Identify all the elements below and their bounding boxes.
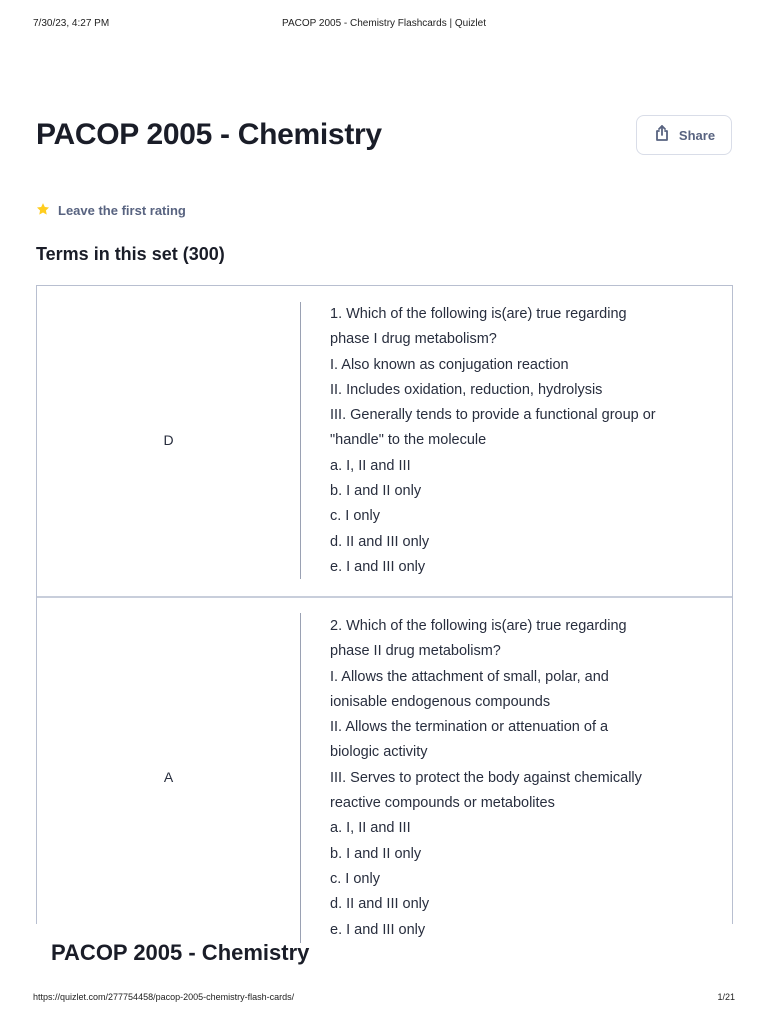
share-label: Share	[678, 127, 716, 143]
definition-line: c. I only	[330, 870, 380, 887]
card-definition	[330, 614, 710, 943]
print-date: 7/30/23, 4:27 PM	[33, 18, 110, 29]
card-definition	[330, 302, 710, 580]
definition-line: II. Includes oxidation, reduction, hydrolysis	[330, 381, 603, 398]
rating-label: Leave the first rating	[58, 203, 186, 218]
definition-line: phase II drug metabolism?	[330, 643, 501, 660]
terms-heading: Terms in this set (300)	[36, 244, 225, 264]
definition-line: reactive compounds or metabolites	[330, 795, 555, 812]
definition-line: I. Also known as conjugation reaction	[330, 356, 569, 373]
definition-line: b. I and II only	[330, 845, 422, 862]
definition-line: ionisable endogenous compounds	[330, 693, 551, 710]
definition-line: 1. Which of the following is(are) true regarding	[330, 306, 627, 322]
definition-line: a. I, II and III	[330, 457, 411, 474]
card-divider	[300, 302, 301, 579]
star-icon	[36, 202, 50, 219]
card-term: A	[163, 769, 174, 785]
definition-line: phase I drug metabolism?	[330, 331, 497, 348]
card-list	[36, 285, 733, 938]
footer-title: PACOP 2005 - Chemistry	[51, 940, 310, 965]
definition-line: I. Allows the attachment of small, polar, and	[330, 668, 609, 685]
print-footer	[0, 992, 768, 1006]
definition-line: biologic activity	[330, 744, 428, 761]
print-header	[0, 18, 768, 32]
definition-line: III. Serves to protect the body against chemically	[330, 769, 642, 786]
print-url: https://quizlet.com/277754458/pacop-2005-chemistry-flash-cards/	[33, 992, 295, 1002]
card-1	[37, 286, 732, 596]
definition-line: 2. Which of the following is(are) true regarding	[330, 618, 627, 634]
definition-line: e. I and III only	[330, 558, 426, 575]
page-title: PACOP 2005 - Chemistry	[36, 118, 382, 151]
card-term: D	[163, 432, 174, 448]
share-button[interactable]	[636, 115, 732, 155]
definition-line: II. Allows the termination or attenuation of a	[330, 719, 609, 736]
definition-line: a. I, II and III	[330, 820, 411, 837]
card-2	[37, 596, 732, 936]
page-number: 1/21	[717, 992, 735, 1002]
print-title: PACOP 2005 - Chemistry Flashcards | Quizlet	[282, 18, 486, 29]
card-divider	[300, 613, 301, 943]
definition-line: e. I and III only	[330, 921, 426, 938]
definition-line: b. I and II only	[330, 483, 422, 500]
definition-line: III. Generally tends to provide a functional group or	[330, 407, 656, 424]
definition-line: "handle" to the molecule	[330, 432, 487, 449]
definition-line: d. II and III only	[330, 896, 430, 913]
definition-line: d. II and III only	[330, 533, 430, 550]
definition-line: c. I only	[330, 508, 380, 525]
share-icon	[653, 124, 671, 147]
rating[interactable]	[36, 202, 186, 219]
